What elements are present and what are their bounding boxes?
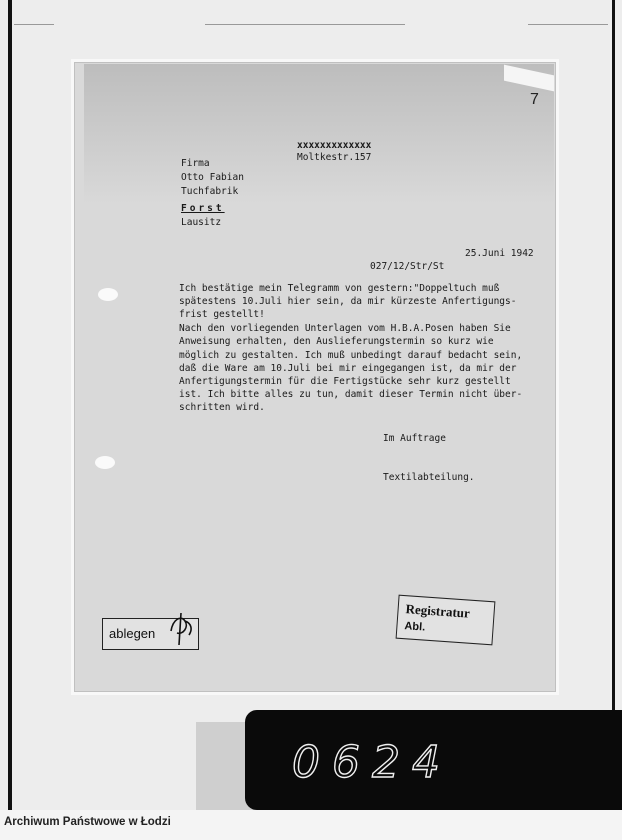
body-line: Ich bestätige mein Telegramm von gestern:"Doppeltuch muß bbox=[179, 283, 500, 294]
body-line: spätestens 10.Juli hier sein, da mir kürzeste Anfertigungs- bbox=[179, 296, 517, 307]
body-line: daß die Ware am 10.Juli bei mir eingegangen ist, da mir der bbox=[179, 363, 517, 374]
top-rule-middle bbox=[205, 24, 405, 25]
letter-date: 25.Juni 1942 bbox=[465, 248, 534, 259]
address-header: Moltkestr.157 bbox=[297, 152, 372, 163]
recipient-line1: Firma bbox=[181, 158, 210, 169]
closing-department: Textilabteilung. bbox=[383, 472, 475, 483]
body-line: Anweisung erhalten, den Auslieferungstermin so kurz wie bbox=[179, 336, 494, 347]
ablegen-stamp bbox=[102, 618, 199, 650]
film-frame-number: 0624 bbox=[292, 737, 452, 788]
handwritten-check-icon bbox=[167, 611, 197, 647]
sheet-shading bbox=[84, 64, 554, 204]
closing-on-behalf: Im Auftrage bbox=[383, 433, 446, 444]
recipient-city: Forst bbox=[181, 203, 225, 214]
crossed-header: xxxxxxxxxxxxx bbox=[297, 140, 372, 151]
letter-reference: 027/12/Str/St bbox=[370, 261, 445, 272]
registratur-sub: Abl. bbox=[404, 620, 426, 634]
top-rule-left bbox=[14, 24, 54, 25]
body-line: ist. Ich bitte alles zu tun, damit dieser Termin nicht über- bbox=[179, 389, 523, 400]
body-line: schritten wird. bbox=[179, 402, 265, 413]
body-line: Anfertigungstermin für die Fertigstücke sehr kurz gestellt bbox=[179, 376, 511, 387]
registratur-title: Registratur bbox=[405, 601, 471, 621]
recipient-line3: Tuchfabrik bbox=[181, 186, 239, 197]
punch-hole-lower bbox=[95, 456, 115, 469]
ablegen-stamp-label: ablegen bbox=[109, 626, 156, 641]
punch-hole-upper bbox=[98, 288, 118, 301]
top-rule-right bbox=[528, 24, 608, 25]
right-frame-line bbox=[612, 0, 615, 720]
archive-label: Archiwum Państwowe w Łodzi bbox=[4, 816, 171, 828]
body-line: frist gestellt! bbox=[179, 309, 265, 320]
recipient-region: Lausitz bbox=[181, 217, 222, 228]
corner-mark: 7 bbox=[530, 91, 539, 108]
body-line: Nach den vorliegenden Unterlagen vom H.B.A.Posen haben Sie bbox=[179, 323, 511, 334]
left-frame-line bbox=[8, 0, 12, 820]
body-line: möglich zu gestalten. Ich muß unbedingt darauf bedacht sein, bbox=[179, 350, 523, 361]
registratur-stamp bbox=[396, 595, 496, 646]
recipient-line2: Otto Fabian bbox=[181, 172, 244, 183]
